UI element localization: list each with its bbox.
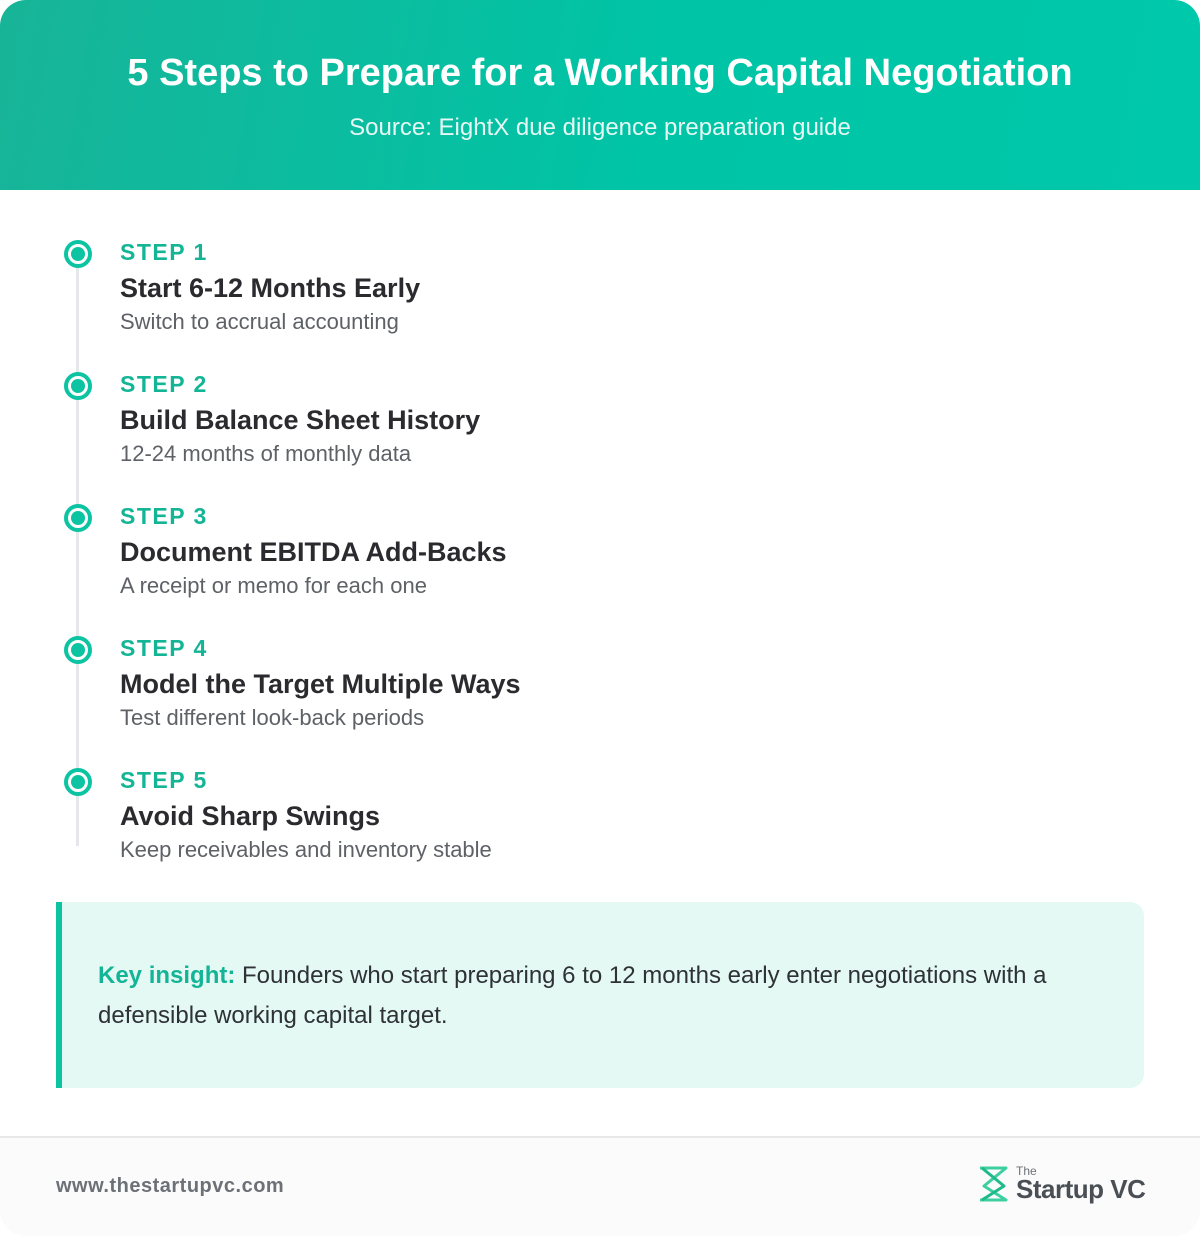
step-5	[0, 767, 1200, 900]
logo-the-text: The	[1016, 1164, 1037, 1178]
step-description: Test different look-back periods	[120, 705, 425, 730]
step-label: STEP 2	[120, 371, 208, 397]
key-insight-body: Founders who start preparing 6 to 12 months early enter negotiations with a defensible working capital target.	[98, 962, 1047, 1029]
website-url[interactable]: www.thestartupvc.com	[56, 1175, 285, 1197]
step-label: STEP 1	[120, 239, 208, 265]
step-title: Build Balance Sheet History	[120, 405, 481, 435]
step-dot-icon	[64, 636, 92, 664]
step-title: Model the Target Multiple Ways	[120, 669, 521, 699]
step-label: STEP 5	[120, 767, 208, 793]
step-description: A receipt or memo for each one	[120, 573, 427, 598]
step-title: Avoid Sharp Swings	[120, 801, 381, 831]
step-1	[0, 239, 1200, 372]
step-description: Switch to accrual accounting	[120, 309, 399, 334]
page-subtitle: Source: EightX due diligence preparation guide	[349, 114, 851, 141]
step-title: Document EBITDA Add-Backs	[120, 537, 507, 567]
step-description: 12-24 months of monthly data	[120, 441, 412, 466]
step-4	[0, 635, 1200, 768]
step-3	[0, 503, 1200, 636]
startup-vc-logo	[976, 1164, 1156, 1208]
footer	[0, 1138, 1200, 1236]
step-label: STEP 4	[120, 635, 208, 661]
step-2	[0, 371, 1200, 504]
header	[0, 0, 1200, 190]
page-title: 5 Steps to Prepare for a Working Capital Negotiation	[127, 52, 1073, 94]
step-description: Keep receivables and inventory stable	[120, 837, 492, 862]
step-dot-icon	[64, 240, 92, 268]
key-insight-text	[98, 956, 1118, 1036]
key-insight-label: Key insight:	[98, 962, 236, 989]
step-dot-icon	[64, 372, 92, 400]
step-title: Start 6-12 Months Early	[120, 273, 421, 303]
key-insight-box	[56, 902, 1144, 1088]
step-dot-icon	[64, 504, 92, 532]
step-label: STEP 3	[120, 503, 208, 529]
step-dot-icon	[64, 768, 92, 796]
logo-name-text: Startup VC	[1016, 1174, 1146, 1204]
startup-vc-logo-icon	[976, 1164, 1012, 1204]
